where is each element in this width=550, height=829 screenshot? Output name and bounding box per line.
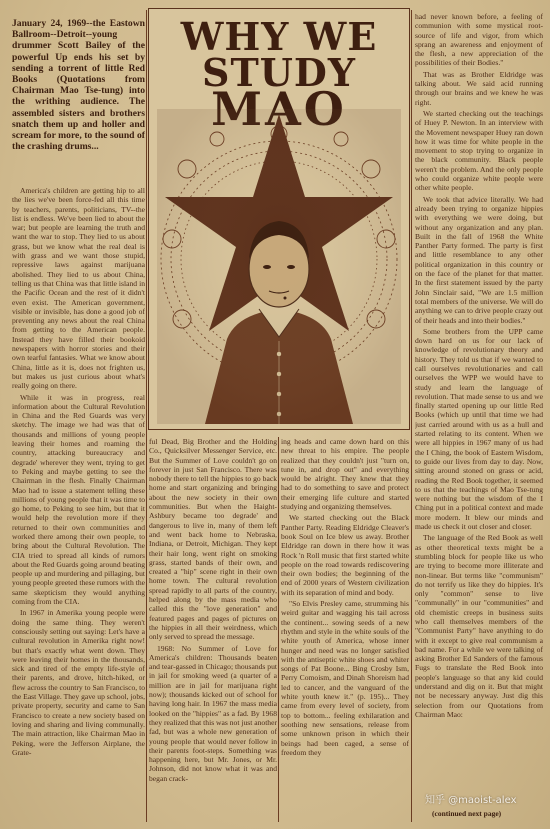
paragraph: ing heads and came down hard on this new threat to his empire. The people realized that they couldn't just "turn on, tune in, and drop out" and everything would be alright. They knew that they had to do something to save and protect their emerging life culture and started studying and organizing themselves. xyxy=(281,437,409,512)
continued-notice: (continued next page) xyxy=(432,809,502,818)
column-middle-2 xyxy=(281,437,409,822)
paragraph: ful Dead, Big Brother and the Holding Co., Quicksilver Messenger Service, etc. But the Summer of Love couldn't go on forever in just San Francisco. There was nobody there to tell the hippies to go back home and start organizing and bringing about the new society in their own communities. But when the Haight-Ashbury became too degrade' and dangerous to live in, many of them left and went back home to Nebraska, Indiana, or Detroit, Michigan. They kept their hair long, went right on smoking grass, started bands of their own, and created a "hip" scene right in their own home town. The cultural revolution spread rapidly to all parts of the country, helped along by the mass media who called this the "love generation" and featured pages and pages of pictures on the hippies in all their weirdness, which only served to spread the message. xyxy=(149,437,277,642)
paragraph: We started checking out the teachings of Huey P. Newton. In an interview with the Movement newspaper Huey ran down how it was time for white people in the movement to stop trying to organize in the black community. Black people weren't the problem. And the only people who could organize white people were other white people. xyxy=(415,108,543,193)
column-right xyxy=(415,12,543,807)
column-divider xyxy=(278,437,279,822)
column-left xyxy=(12,186,145,821)
lede-paragraph xyxy=(12,18,145,183)
paragraph: That was as Brother Eldridge was talking about. We said acid running through our brains and we knew he was right. xyxy=(415,69,543,107)
paragraph: Some brothers from the UPP came down hard on us for our lack of knowledge of revolutionary theory and history. They told us that if we wanted to call ourselves revolutionaries and call ourselves the WPP we would have to study and learn the language of revolution. That made sense to us and we finally started opening up our little Red Books (which up until that time we had just carried around with us as a hull and started relating to its content. When we were all hippies in 1967 many of us had the I Ching, the book of Eastern Wisdom, to guide our lives from day to day. Now, sitting around stoned on grass or acid, reading the Red Book together, it seemed to us that the teachings of Mao Tse-tung were nothing but the wisdom of the I Ching put in a political context and made more modern. It blew our minds and made us check it out closer and closer. xyxy=(415,326,543,532)
paragraph: We started checking out the Black Panther Party. Reading Eldridge Cleaver's book Soul on Ice blew us away. Brother Eldridge ran down in there how it was Rock 'n Roll music that first started white people on the road towards rediscovering their own bodies; the beginning of the end of 2000 years of Western civilization with its separation of mind and body. xyxy=(281,513,409,597)
star-portrait-art xyxy=(157,109,401,424)
lede-text: January 24, 1969--the Eastown Ballroom--Detroit--young drummer Scott Bailey of the powerful Up ends his set by sending a torrent of little Red Books (Quotations from Chairman Mao Tse-tung) into the writhing audience. The assembled sisters and brothers snatch them up and holler and scream for more, to the sound of the crashing drums... xyxy=(12,18,145,153)
paragraph: In 1967 in Amerika young people were doing the same thing. They weren't consciously setting out saying: Let's have a cultural revolution in Amerika right now! but that's exactly what went down. They were leaving their homes in the thousands, sick and tired of the empty life-style of their parents, and drove, hitch-hiked, or flew across the country to San Francisco, to the East Village. They gave up school, jobs, private property, security and came to San Francisco to create a new society based on loving and sharing and living communally. The main attraction, like Chairman Mao in Peking, were the Jefferson Airplane, the Grate- xyxy=(12,608,145,757)
paragraph: 1968: No Summer of Love for America's children: Thousands beaten and tear-gassed in Chicago; thousands put in jail for smoking weed (a quarter of a million are in jail for marijuana right now); thousands kicked out of school for having long hair. In 1967 the mass media looked on the "hippies" as a fad. By 1968 they realized that this was not just another fad, but was a whole new generation of young people that would never follow in their parents foot-steps. Something was happening here, but Mr. Jones, or Mr. Johnson, did not know what it was and began crack- xyxy=(149,643,277,783)
watermark: 知乎 @maoist-alex xyxy=(425,795,517,806)
poster-illustration xyxy=(148,8,410,430)
paragraph: We took that advice literally. We had already been trying to organize hippies with everything we were doing, but without any organization and any plan. Built in the fall of 1968 the White Panther Party formed. The party is first and little resemblance to any other political organization in this country or on the face of the planet for that matter. In the first statement issued by the party John Sinclair said, "We are 1.5 million total members of the universe. We will do anything we can to drive people crazy out of their heads and into their bodies." xyxy=(415,194,543,325)
paragraph: "So Elvis Presley came, strumming his weird guitar and wagging his tail across the continent... sowing seeds of a new rhythm and style in the white souls of the white youth of America, whose inner hunger and need was no longer satisfied with the antiseptic white shoes and whiter songs of Pat Boone... Bing Crosby Ism, Perry Comoism, and Dinah Shoreism had led to cancer, and the vanguard of the white youth knew it." (p. 195)... They came from every level of society, from top to bottom... feeling exhilaration and soothing new sensations, release from some unknown prison in which their beings had been caged, a sense of freedom they xyxy=(281,599,409,757)
column-divider xyxy=(146,10,147,822)
paragraph: The language of the Red Book as well as other theoretical texts might be a stumbling block for people like us who are trying to become more illiterate and non-linear. But terms like "communism" do not terrify us like they do hippies. It's only "common" sense to live "communally" in our "communities" and old chemistic creeps in business suits who call themselves members of the "Communist Party" have anything to do with it except to give real communism a bad name. For a while we were talking of asking Brother Ed Sanders of the famous Fugs to translate the Red Book into people's language so that any kid could understand and dig on it. But that might not be necessary anyway. Just dig this selection from our Quotations from Chairman Mao: xyxy=(415,533,543,719)
paragraph: While it was in progress, real information about the Cultural Revolution in China and the Red Guards was very sketchy. The image we had was that of thousands and millions of young people leaving their homes and roaming the country, attacking bureaucracy and degrade' wherever they went, trying to get to Peking and maybe getting to see the Chairman in the flesh. Finally Chairman Mao had to issue a statement telling these millions of young people that it was time to go home, to Peking to see him, but that it would help the revolution more if they returned to their own communities and worked there among their own people, to bring about the Cultural Revolution. The CIA tried to spread all kinds of rumors about the Red Guards going around beating people up and murdering and pillaging, but young people greeted these rumors with the same skepticism they would anything coming from the CIA. xyxy=(12,392,145,607)
column-middle-1 xyxy=(149,437,277,822)
poster-title-line1: WHY WE STUDY xyxy=(180,14,378,95)
column-divider xyxy=(411,10,412,822)
paragraph: had never known before, a feeling of communion with some mystical root-source of life and vigor, from which sprang an awareness and enjoyment of the flesh, a new appreciation of the possibilities of their Bodies." xyxy=(415,12,543,68)
paragraph: America's children are getting hip to all the lies we've been force-fed all this time by teachers, parents, politicians, TV--the list is endless. We've been lied to about the war; but people are learning the truth and want the war to stop. They lied to us about grass, but we know what the real deal is with grass and we want those stupid, repressive laws against marijuana abolished. They lied to us about China, telling us that China was that little island in the Pacific Ocean and the rest of it didn't even exist. The American government, visible or invisible, has done a good job of preventing any news about the real China from getting to the American people. Instead they have filled their bookoid newspapers with horror stories and their own tearful fantasies. What we know about China, little as it is, does not frighten us, but makes us just curious about what's really going on there. xyxy=(12,186,145,391)
